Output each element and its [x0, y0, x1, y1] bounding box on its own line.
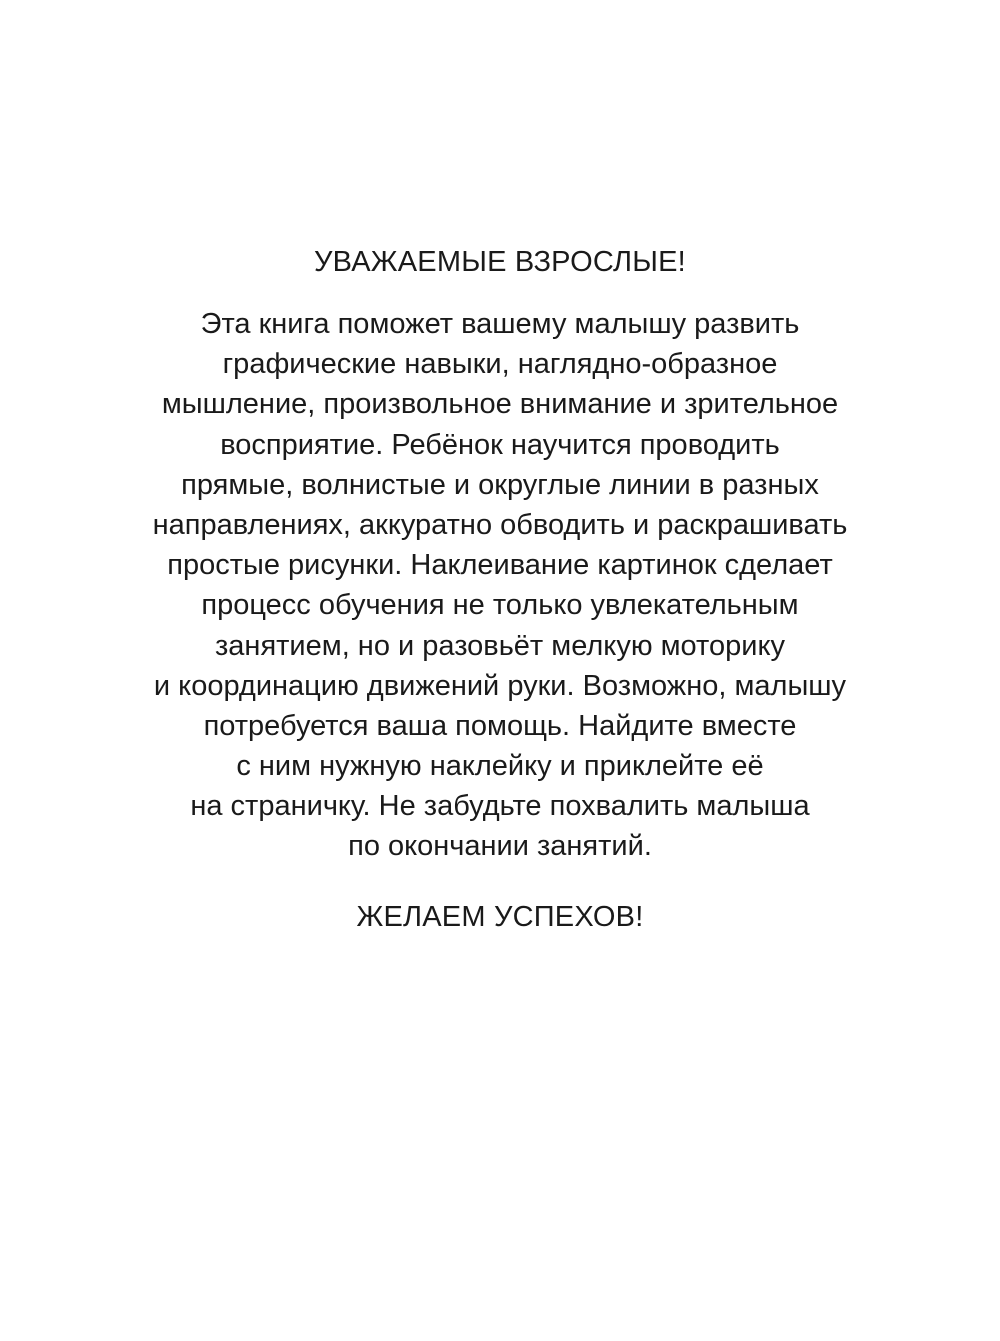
greeting-heading: УВАЖАЕМЫЕ ВЗРОСЛЫЕ! [314, 246, 686, 278]
body-line: Эта книга поможет вашему малышу развить [200, 308, 800, 340]
body-line: процесс обучения не только увлекательным [201, 589, 799, 622]
body-line: прямые, волнистые и округлые линии в разных [181, 468, 819, 501]
body-line: с ним нужную наклейку и приклейте её [236, 750, 764, 783]
body-line: восприятие. Ребёнок научится проводить [220, 428, 780, 461]
body-line: на страничку. Не забудьте похвалить малыша [190, 790, 810, 823]
body-line: потребуется ваша помощь. Найдите вместе [203, 709, 797, 742]
body-line: простые рисунки. Наклеивание картинок сделает [167, 549, 833, 582]
body-line: графические навыки, наглядно-образное [222, 348, 778, 381]
body-line: направлениях, аккуратно обводить и раскрашивать [152, 508, 848, 541]
body-line: мышление, произвольное внимание и зрительное [161, 388, 839, 421]
body-paragraph [0, 304, 1000, 867]
closing-heading: ЖЕЛАЕМ УСПЕХОВ! [356, 901, 644, 933]
body-line: по окончании занятий. [348, 830, 652, 863]
body-line: и координацию движений руки. Возможно, малышу [153, 669, 847, 702]
body-line: занятием, но и разовьёт мелкую моторику [215, 629, 785, 662]
